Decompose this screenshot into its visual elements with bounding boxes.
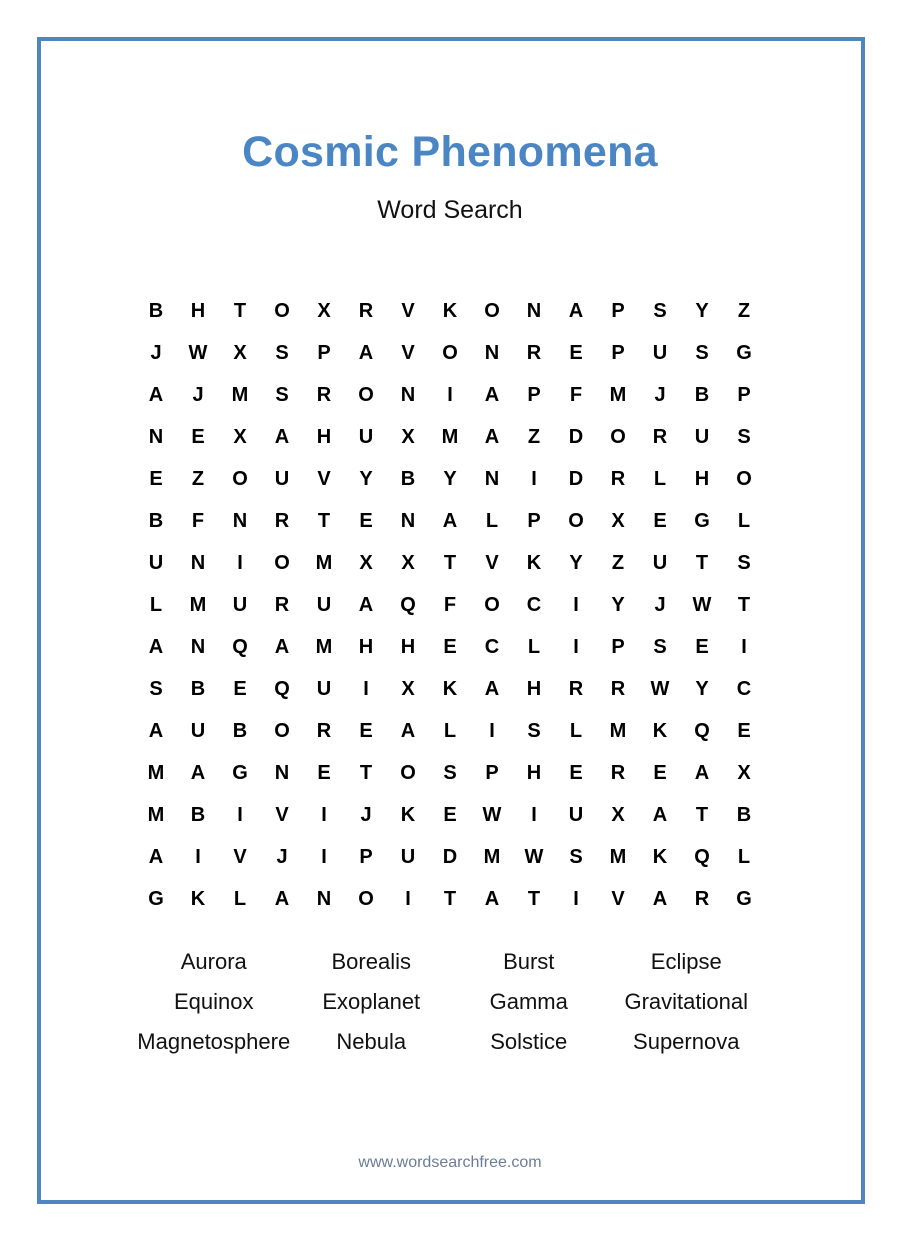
grid-letter[interactable]: F <box>191 510 205 532</box>
grid-letter[interactable]: R <box>568 678 584 700</box>
grid-letter[interactable]: X <box>233 426 247 448</box>
letter-grid <box>135 290 765 920</box>
grid-letter[interactable]: U <box>694 426 710 448</box>
grid-letter[interactable]: V <box>233 846 247 868</box>
grid-letter[interactable]: Y <box>443 468 457 490</box>
grid-letter[interactable]: L <box>149 594 163 616</box>
grid-letter[interactable]: D <box>568 468 584 490</box>
grid-letter[interactable]: W <box>692 594 712 616</box>
grid-letter[interactable]: H <box>526 762 542 784</box>
grid-letter[interactable]: U <box>316 594 332 616</box>
grid-letter[interactable]: C <box>526 594 542 616</box>
grid-letter[interactable]: G <box>232 762 248 784</box>
grid-letter[interactable]: S <box>443 762 457 784</box>
grid-row <box>135 794 765 836</box>
grid-letter[interactable]: A <box>148 384 164 406</box>
grid-letter[interactable]: O <box>568 510 584 532</box>
word-list-item: Magnetosphere <box>137 1029 291 1054</box>
grid-letter[interactable]: S <box>737 552 751 574</box>
grid-letter[interactable]: O <box>610 426 626 448</box>
grid-letter[interactable]: H <box>190 300 206 322</box>
word-list-item: Solstice <box>490 1029 568 1054</box>
grid-letter[interactable]: T <box>695 552 709 574</box>
grid-letter[interactable]: U <box>568 804 584 826</box>
grid-letter[interactable]: J <box>276 846 288 868</box>
grid-letter[interactable]: E <box>569 342 583 364</box>
grid-letter[interactable]: Q <box>400 594 416 616</box>
grid-letter[interactable]: W <box>482 804 502 826</box>
grid-letter[interactable]: J <box>360 804 372 826</box>
word-list-item: Gamma <box>489 989 568 1014</box>
grid-letter[interactable]: Z <box>527 426 541 448</box>
grid-letter[interactable]: A <box>484 384 500 406</box>
grid-row <box>135 458 765 500</box>
grid-letter[interactable]: P <box>527 510 541 532</box>
grid-letter[interactable]: H <box>400 636 416 658</box>
grid-letter[interactable]: N <box>316 888 332 910</box>
grid-letter[interactable]: Z <box>737 300 751 322</box>
grid-letter[interactable]: W <box>188 342 208 364</box>
grid-letter[interactable]: E <box>695 636 709 658</box>
grid-letter[interactable]: M <box>483 846 501 868</box>
grid-letter[interactable]: W <box>650 678 670 700</box>
grid-letter[interactable]: N <box>484 468 500 490</box>
grid-letter[interactable]: O <box>274 720 290 742</box>
grid-letter[interactable]: P <box>611 636 625 658</box>
grid-letter[interactable]: M <box>147 804 165 826</box>
grid-row <box>135 668 765 710</box>
grid-letter[interactable]: I <box>321 846 327 868</box>
grid-letter[interactable]: O <box>358 888 374 910</box>
grid-letter[interactable]: N <box>274 762 290 784</box>
grid-letter[interactable]: P <box>317 342 331 364</box>
grid-letter[interactable]: R <box>526 342 542 364</box>
grid-letter[interactable]: X <box>359 552 373 574</box>
grid-letter[interactable]: K <box>442 300 458 322</box>
grid-letter[interactable]: U <box>358 426 374 448</box>
grid-letter[interactable]: Y <box>695 300 709 322</box>
grid-letter[interactable]: X <box>737 762 751 784</box>
grid-letter[interactable]: L <box>485 510 499 532</box>
grid-letter[interactable]: M <box>609 846 627 868</box>
grid-letter[interactable]: W <box>524 846 544 868</box>
grid-letter[interactable]: E <box>653 762 667 784</box>
grid-letter[interactable]: J <box>192 384 204 406</box>
footer-url: www.wordsearchfree.com <box>358 1154 542 1171</box>
grid-letter[interactable]: S <box>737 426 751 448</box>
grid-row <box>135 878 765 920</box>
grid-letter[interactable]: O <box>232 468 248 490</box>
grid-letter[interactable]: P <box>611 300 625 322</box>
word-list-item: Burst <box>503 949 555 974</box>
grid-letter[interactable]: G <box>736 342 752 364</box>
grid-letter[interactable]: T <box>443 888 457 910</box>
grid-letter[interactable]: O <box>274 300 290 322</box>
grid-letter[interactable]: I <box>321 804 327 826</box>
grid-letter[interactable]: V <box>317 468 331 490</box>
grid-letter[interactable]: R <box>316 720 332 742</box>
grid-letter[interactable]: B <box>190 804 206 826</box>
grid-letter[interactable]: U <box>232 594 248 616</box>
grid-letter[interactable]: G <box>736 888 752 910</box>
grid-letter[interactable]: I <box>573 636 579 658</box>
grid-letter[interactable]: E <box>359 510 373 532</box>
grid-letter[interactable]: O <box>484 594 500 616</box>
grid-letter[interactable]: V <box>275 804 289 826</box>
grid-letter[interactable]: S <box>527 720 541 742</box>
grid-letter[interactable]: X <box>611 510 625 532</box>
grid-letter[interactable]: B <box>400 468 416 490</box>
grid-letter[interactable]: A <box>484 426 500 448</box>
grid-letter[interactable]: T <box>695 804 709 826</box>
grid-row <box>135 374 765 416</box>
grid-letter[interactable]: O <box>274 552 290 574</box>
grid-letter[interactable]: J <box>150 342 162 364</box>
word-list-item: Nebula <box>336 1029 407 1054</box>
grid-letter[interactable]: H <box>316 426 332 448</box>
grid-letter[interactable]: A <box>274 888 290 910</box>
grid-letter[interactable]: O <box>358 384 374 406</box>
grid-letter[interactable]: V <box>485 552 499 574</box>
grid-letter[interactable]: E <box>737 720 751 742</box>
grid-letter[interactable]: L <box>233 888 247 910</box>
grid-letter[interactable]: L <box>569 720 583 742</box>
grid-letter[interactable]: O <box>400 762 416 784</box>
page-title: Cosmic Phenomena <box>242 128 658 176</box>
grid-row <box>135 416 765 458</box>
grid-letter[interactable]: A <box>652 804 668 826</box>
grid-letter[interactable]: F <box>569 384 583 406</box>
word-list-item: Aurora <box>180 949 247 974</box>
grid-letter[interactable]: P <box>359 846 373 868</box>
grid-letter[interactable]: N <box>484 342 500 364</box>
grid-letter[interactable]: Q <box>232 636 248 658</box>
word-list-item: Borealis <box>331 949 411 974</box>
grid-letter[interactable]: I <box>531 468 537 490</box>
grid-letter[interactable]: N <box>190 552 206 574</box>
grid-letter[interactable]: X <box>233 342 247 364</box>
grid-letter[interactable]: H <box>526 678 542 700</box>
grid-letter[interactable]: E <box>149 468 163 490</box>
grid-letter[interactable]: C <box>736 678 752 700</box>
grid-letter[interactable]: I <box>741 636 747 658</box>
grid-letter[interactable]: E <box>191 426 205 448</box>
grid-letter[interactable]: J <box>654 384 666 406</box>
grid-letter[interactable]: I <box>447 384 453 406</box>
page-subtitle: Word Search <box>377 196 523 224</box>
grid-letter[interactable]: Q <box>274 678 290 700</box>
grid-letter[interactable]: T <box>527 888 541 910</box>
grid-letter[interactable]: R <box>274 594 290 616</box>
grid-letter[interactable]: R <box>274 510 290 532</box>
grid-letter[interactable]: R <box>358 300 374 322</box>
grid-letter[interactable]: P <box>611 342 625 364</box>
grid-letter[interactable]: R <box>610 468 626 490</box>
grid-letter[interactable]: U <box>316 678 332 700</box>
grid-letter[interactable]: A <box>148 720 164 742</box>
grid-letter[interactable]: E <box>569 762 583 784</box>
grid-letter[interactable]: E <box>443 636 457 658</box>
grid-letter[interactable]: E <box>653 510 667 532</box>
grid-letter[interactable]: N <box>232 510 248 532</box>
word-list <box>135 942 765 1062</box>
grid-letter[interactable]: B <box>190 678 206 700</box>
grid-letter[interactable]: Y <box>695 678 709 700</box>
grid-letter[interactable]: K <box>400 804 416 826</box>
grid-letter[interactable]: N <box>400 384 416 406</box>
grid-letter[interactable]: L <box>737 510 751 532</box>
grid-letter[interactable]: E <box>359 720 373 742</box>
grid-letter[interactable]: A <box>442 510 458 532</box>
grid-letter[interactable]: A <box>274 426 290 448</box>
grid-letter[interactable]: T <box>443 552 457 574</box>
grid-letter[interactable]: N <box>400 510 416 532</box>
grid-letter[interactable]: B <box>694 384 710 406</box>
grid-letter[interactable]: I <box>405 888 411 910</box>
grid-letter[interactable]: T <box>359 762 373 784</box>
grid-letter[interactable]: D <box>442 846 458 868</box>
grid-row <box>135 584 765 626</box>
grid-letter[interactable]: O <box>736 468 752 490</box>
grid-letter[interactable]: U <box>190 720 206 742</box>
grid-letter[interactable]: D <box>568 426 584 448</box>
grid-letter[interactable]: B <box>148 510 164 532</box>
grid-letter[interactable]: J <box>654 594 666 616</box>
grid-letter[interactable]: P <box>527 384 541 406</box>
grid-letter[interactable]: N <box>148 426 164 448</box>
grid-letter[interactable]: A <box>190 762 206 784</box>
grid-letter[interactable]: I <box>573 888 579 910</box>
grid-letter[interactable]: E <box>443 804 457 826</box>
grid-letter[interactable]: K <box>652 720 668 742</box>
word-list-item: Eclipse <box>650 949 722 974</box>
grid-letter[interactable]: C <box>484 636 500 658</box>
grid-letter[interactable]: V <box>401 300 415 322</box>
grid-letter[interactable]: U <box>274 468 290 490</box>
grid-letter[interactable]: A <box>694 762 710 784</box>
grid-letter[interactable]: S <box>149 678 163 700</box>
grid-letter[interactable]: A <box>358 342 374 364</box>
grid-letter[interactable]: U <box>148 552 164 574</box>
grid-letter[interactable]: M <box>315 552 333 574</box>
grid-letter[interactable]: F <box>443 594 457 616</box>
grid-letter[interactable]: O <box>484 300 500 322</box>
grid-letter[interactable]: K <box>442 678 458 700</box>
grid-letter[interactable]: R <box>316 384 332 406</box>
grid-letter[interactable]: V <box>401 342 415 364</box>
grid-letter[interactable]: X <box>401 426 415 448</box>
grid-letter[interactable]: E <box>317 762 331 784</box>
grid-letter[interactable]: Y <box>611 594 625 616</box>
grid-letter[interactable]: I <box>531 804 537 826</box>
grid-letter[interactable]: I <box>195 846 201 868</box>
grid-letter[interactable]: U <box>400 846 416 868</box>
grid-letter[interactable]: S <box>275 342 289 364</box>
grid-letter[interactable]: P <box>485 762 499 784</box>
grid-letter[interactable]: V <box>611 888 625 910</box>
grid-letter[interactable]: S <box>569 846 583 868</box>
grid-letter[interactable]: X <box>317 300 331 322</box>
grid-letter[interactable]: Q <box>694 720 710 742</box>
grid-letter[interactable]: M <box>609 384 627 406</box>
grid-letter[interactable]: A <box>274 636 290 658</box>
grid-letter[interactable]: B <box>232 720 248 742</box>
grid-letter[interactable]: A <box>484 888 500 910</box>
grid-letter[interactable]: I <box>573 594 579 616</box>
word-list-item: Equinox <box>173 989 254 1014</box>
grid-row <box>135 752 765 794</box>
grid-letter[interactable]: U <box>652 552 668 574</box>
grid-row <box>135 332 765 374</box>
grid-letter[interactable]: L <box>443 720 457 742</box>
grid-letter[interactable]: H <box>358 636 374 658</box>
grid-letter[interactable]: S <box>695 342 709 364</box>
grid-row <box>135 500 765 542</box>
grid-letter[interactable]: Q <box>694 846 710 868</box>
grid-letter[interactable]: S <box>653 300 667 322</box>
word-list-item: Supernova <box>633 1029 740 1054</box>
grid-letter[interactable]: T <box>737 594 751 616</box>
grid-letter[interactable]: I <box>489 720 495 742</box>
grid-letter[interactable]: X <box>401 678 415 700</box>
grid-letter[interactable]: A <box>484 678 500 700</box>
grid-letter[interactable]: M <box>315 636 333 658</box>
grid-letter[interactable]: A <box>568 300 584 322</box>
grid-letter[interactable]: M <box>189 594 207 616</box>
grid-letter[interactable]: A <box>148 636 164 658</box>
grid-letter[interactable]: H <box>694 468 710 490</box>
grid-letter[interactable]: R <box>694 888 710 910</box>
grid-letter[interactable]: A <box>148 846 164 868</box>
grid-letter[interactable]: Z <box>191 468 205 490</box>
grid-letter[interactable]: I <box>237 552 243 574</box>
grid-letter[interactable]: Z <box>611 552 625 574</box>
grid-letter[interactable]: M <box>441 426 459 448</box>
grid-letter[interactable]: T <box>233 300 247 322</box>
grid-letter[interactable]: G <box>148 888 164 910</box>
grid-letter[interactable]: T <box>317 510 331 532</box>
grid-letter[interactable]: I <box>237 804 243 826</box>
grid-letter[interactable]: U <box>652 342 668 364</box>
grid-row <box>135 626 765 668</box>
grid-letter[interactable]: M <box>609 720 627 742</box>
grid-letter[interactable]: L <box>653 468 667 490</box>
grid-letter[interactable]: X <box>401 552 415 574</box>
grid-letter[interactable]: S <box>653 636 667 658</box>
grid-row <box>135 542 765 584</box>
grid-letter[interactable]: K <box>652 846 668 868</box>
grid-letter[interactable]: A <box>400 720 416 742</box>
word-list-item: Gravitational <box>624 989 748 1014</box>
grid-row <box>135 290 765 332</box>
grid-letter[interactable]: X <box>611 804 625 826</box>
grid-letter[interactable]: R <box>652 426 668 448</box>
grid-letter[interactable]: N <box>526 300 542 322</box>
grid-letter[interactable]: B <box>736 804 752 826</box>
grid-letter[interactable]: A <box>358 594 374 616</box>
grid-letter[interactable]: E <box>233 678 247 700</box>
grid-letter[interactable]: L <box>527 636 541 658</box>
grid-letter[interactable]: Y <box>359 468 373 490</box>
grid-letter[interactable]: N <box>190 636 206 658</box>
grid-letter[interactable]: R <box>610 678 626 700</box>
grid-letter[interactable]: R <box>610 762 626 784</box>
grid-letter[interactable]: M <box>231 384 249 406</box>
grid-row <box>135 710 765 752</box>
grid-letter[interactable]: P <box>737 384 751 406</box>
grid-letter[interactable]: O <box>442 342 458 364</box>
grid-letter[interactable]: B <box>148 300 164 322</box>
grid-letter[interactable]: K <box>526 552 542 574</box>
grid-letter[interactable]: I <box>363 678 369 700</box>
grid-letter[interactable]: K <box>190 888 206 910</box>
grid-row <box>135 836 765 878</box>
grid-letter[interactable]: Y <box>569 552 583 574</box>
grid-letter[interactable]: A <box>652 888 668 910</box>
grid-letter[interactable]: L <box>737 846 751 868</box>
grid-letter[interactable]: G <box>694 510 710 532</box>
word-list-item: Exoplanet <box>322 989 421 1014</box>
grid-letter[interactable]: S <box>275 384 289 406</box>
grid-letter[interactable]: M <box>147 762 165 784</box>
